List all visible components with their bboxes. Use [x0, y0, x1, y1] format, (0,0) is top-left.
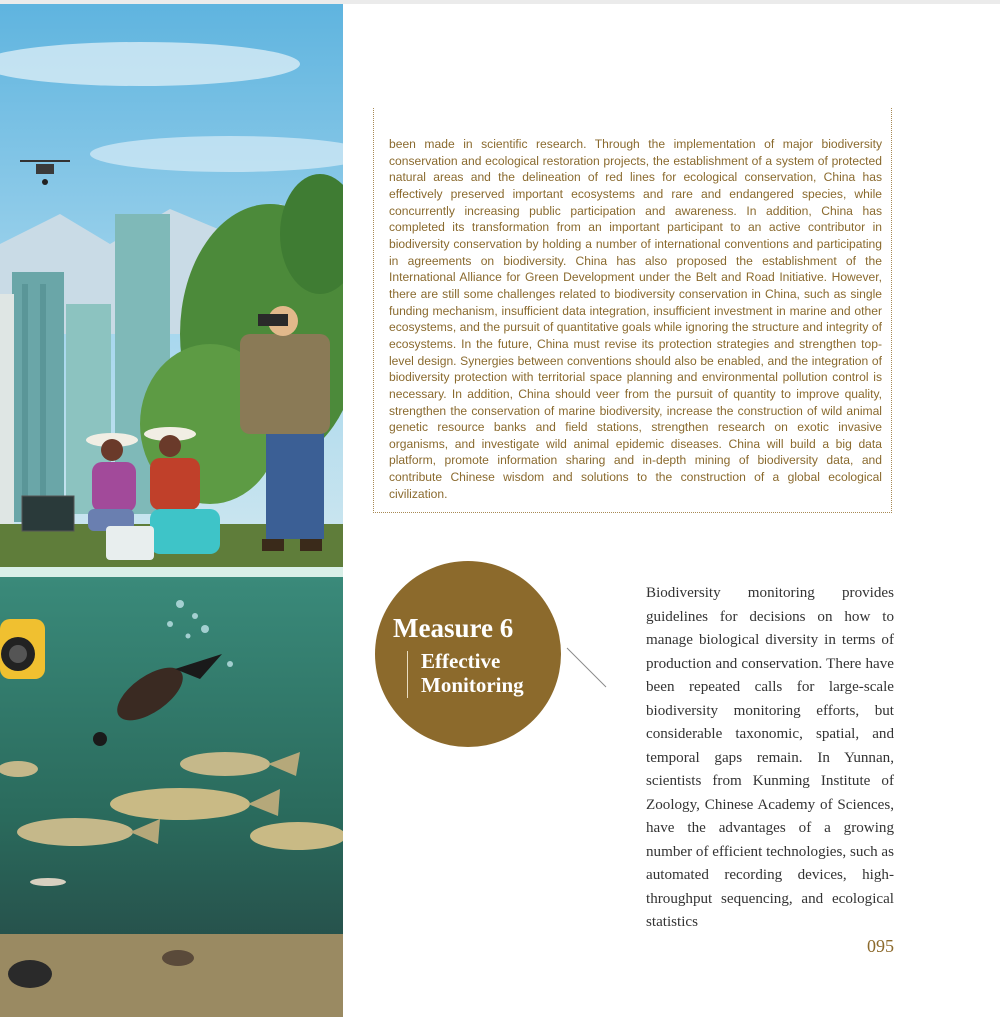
measure-subtitle-line1: Effective [421, 649, 501, 673]
book-page [0, 4, 1000, 1017]
top-paragraph: been made in scientific research. Through the implementation of major biodiversity conservation and ecological restoration projects, the establishment of a system of protected natural areas and the delineation of red lines for ecological conservation, China has effectively preserved important ecosystems and rare and endangered species, while concurrently increasing public participation and awareness. In addition, China has completed its transformation from an important participant to an active contributor in biodiversity conservation by holding a number of international conventions and participating in agreements on biodiversity. China has also proposed the establishment of the International Alliance for Green Development under the Belt and Road Initiative. However, there are still some challenges related to biodiversity conservation in China, such as single funding mechanism, insufficient data integration, insufficient investment in marine and other ecosystems, and the pursuit of quantitative goals while ignoring the structure and integrity of ecosystems. In the future, China must revise its protection strategies and strengthen top-level design. Synergies between conventions should also be enabled, and the integration of biodiversity protection with territorial space planning and environmental pollution control is necessary. In addition, China should veer from the pursuit of quantity to improve quality, strengthen the conservation of marine biodiversity, increase the construction of wild animal genetic resource banks and field stations, strengthen research on exotic invasive organisms, and investigate wild animal epidemic diseases. China will build a big data platform, promote information sharing and in-depth mining of biodiversity data, and contribute Chinese wisdom and solutions to the construction of a global ecological civilization. [389, 137, 882, 501]
measure-subtitle-line2: Monitoring [421, 673, 524, 697]
monitoring-paragraph: Biodiversity monitoring provides guidelines for decisions on how to manage biological diversity in terms of production and conservation. There have been repeated calls for large-scale biodiversity monitoring efforts, but considerable taxonomic, spatial, and temporal gaps remain. In Yunnan, scientists from Kunming Institute of Zoology, Chinese Academy of Sciences, have the advantages of a growing number of efficient technologies, such as automated recording devices, high-throughput sequencing, and ecological statistics [646, 585, 894, 930]
page-number: 095 [867, 936, 894, 956]
measure-title: Measure 6 [393, 613, 514, 643]
